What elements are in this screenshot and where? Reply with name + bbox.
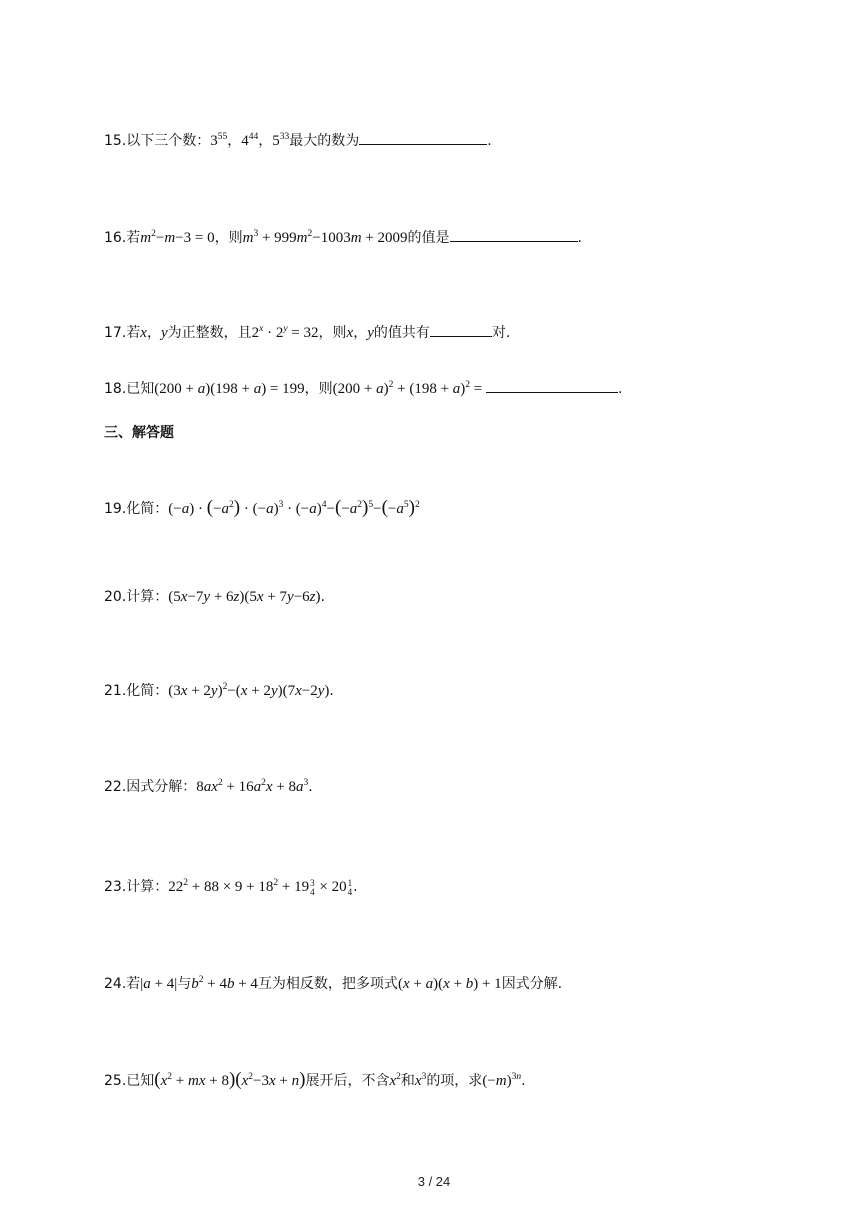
question-number: 20. bbox=[104, 589, 127, 605]
question-22: 22.因式分解：$8ax^2 + 16a^2x + 8a^3$. bbox=[104, 778, 313, 795]
math-expression: ($x^2$ + mx + $8)(x^2-3x + n)$ bbox=[154, 1069, 306, 1090]
question-number: 15. bbox=[104, 133, 127, 149]
question-text: 以下三个数： bbox=[126, 133, 211, 149]
question-17: 17.若x，y为正整数，且$2^x \cdot 2^y = 32$，则x，y的值共有 对. bbox=[104, 324, 511, 341]
question-21: 21.化简：$(3x + 2y)^2-(x + 2y)(7x-2y)$. bbox=[104, 682, 334, 699]
question-number: 23. bbox=[104, 879, 127, 895]
math-expression: (200 + a)(198 + a) = 199 bbox=[154, 381, 305, 397]
question-number: 17. bbox=[104, 325, 127, 341]
question-18: 18.已知(200 + a)(198 + a) = 199，则$(200 + a)^2 + (198 + a)^2$ = . bbox=[104, 380, 623, 397]
question-23: 23.计算：$22^2 + 88 \times 9 + 18^2 + 19$ 3 4 × 20 1 4 . bbox=[104, 877, 358, 897]
answer-blank[interactable] bbox=[486, 378, 618, 393]
question-number: 22. bbox=[104, 779, 127, 795]
math-expression: $b^2 + 4b + 4$ bbox=[191, 975, 258, 992]
question-number: 21. bbox=[104, 683, 127, 699]
math-expression: (5x−7y + 6z)(5x + 7y−6z) bbox=[168, 589, 321, 605]
question-number: 25. bbox=[104, 1073, 127, 1089]
question-24: 24.若|a + 4|与$b^2 + 4b + 4$互为相反数，把多项式(x + a)(x + b) + 1因式分解. bbox=[104, 975, 563, 992]
answer-blank[interactable] bbox=[450, 227, 578, 242]
question-19: 19.化简：$(-a) \cdot (-a^2) \cdot (-a)^3 \cdot (-a)^4-(-a^2)^5-(-a^5)^2$ bbox=[104, 497, 420, 518]
question-25: 25.已知($x^2$ + mx + $8)(x^2-3x + n)$展开后，不含$x^2$和$x^3$的项，求$(-m)^{3n}$. bbox=[104, 1069, 526, 1090]
question-number: 16. bbox=[104, 230, 127, 246]
math-expression: $(3x + 2y)^2-(x + 2y)(7x-2y)$ bbox=[168, 682, 330, 699]
math-expression: $22^2 + 88 \times 9 + 18^2 + 19$ 3 4 × 20 1 4 bbox=[168, 877, 353, 897]
math-expression: |a + 4| bbox=[140, 976, 178, 992]
section-heading: 三、解答题 bbox=[104, 425, 174, 441]
question-text: 最大的数为 bbox=[289, 133, 360, 149]
question-number: 19. bbox=[104, 501, 127, 517]
math-expression: $(-a) \cdot (-a^2) \cdot (-a)^3 \cdot (-a)^4-(-a^2)^5-(-a^5)^2$ bbox=[168, 497, 420, 518]
math-expression: $(-m)^{3n}$ bbox=[482, 1072, 522, 1089]
math-expression: $m^3 + 999m^2-1003m + 2009$ bbox=[242, 229, 408, 246]
question-number: 18. bbox=[104, 381, 127, 397]
math-expression: $2^x \cdot 2^y = 32$ bbox=[251, 324, 319, 341]
answer-blank[interactable] bbox=[430, 322, 492, 337]
question-16: 16.若$m^2-m-3 = 0$，则$m^3 + 999m^2-1003m + 2009$的值是 . bbox=[104, 229, 582, 246]
math-expression: $8ax^2 + 16a^2x + 8a^3$ bbox=[196, 778, 309, 795]
page-number: 3 / 24 bbox=[417, 1174, 451, 1189]
math-expression: $(200 + a)^2 + (198 + a)^2$ = bbox=[332, 380, 487, 397]
question-20: 20.计算：(5x−7y + 6z)(5x + 7y−6z). bbox=[104, 589, 325, 605]
math-expression: (x + a)(x + b) + 1 bbox=[397, 976, 502, 992]
question-number: 24. bbox=[104, 976, 127, 992]
question-15: 15.以下三个数：$3^{55}$，$4^{44}$，$5^{33}$最大的数为 . bbox=[104, 132, 492, 149]
math-expression: $m^2-m-3 = 0$ bbox=[140, 229, 215, 246]
answer-blank[interactable] bbox=[359, 130, 487, 145]
math-expression: $3^{55}$ bbox=[210, 132, 228, 149]
